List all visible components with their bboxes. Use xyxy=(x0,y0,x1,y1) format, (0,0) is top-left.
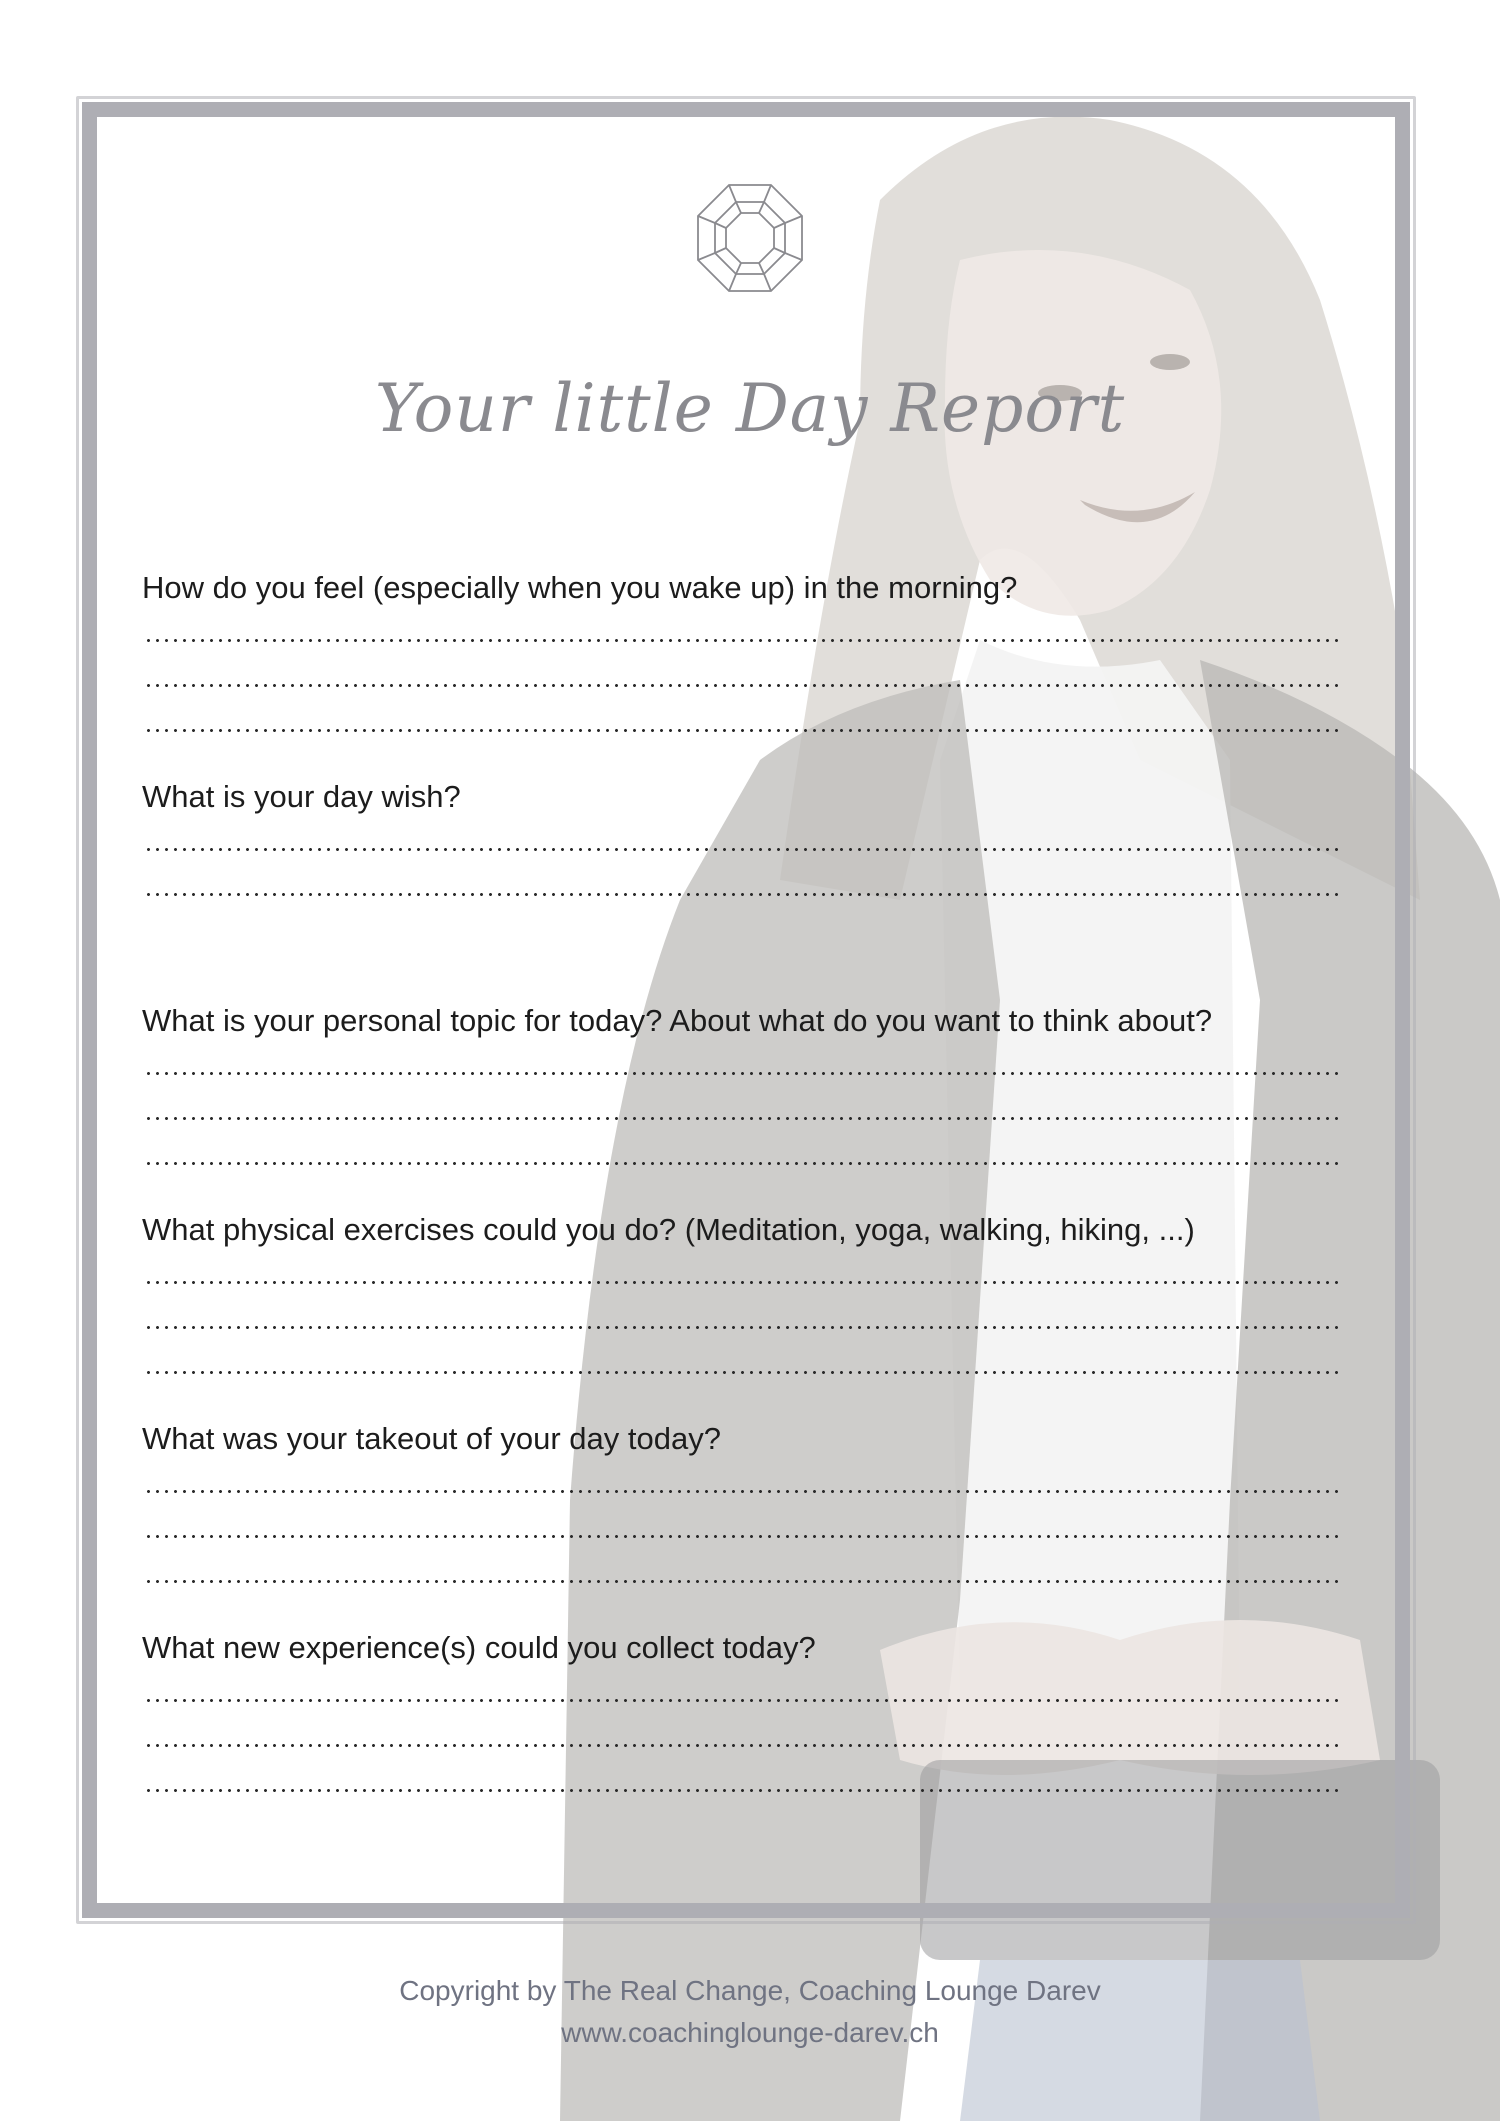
answer-line[interactable] xyxy=(142,819,1346,864)
answer-line[interactable] xyxy=(142,700,1346,745)
questions-list xyxy=(142,566,1346,1805)
question-text: What new experience(s) could you collect today? xyxy=(142,1630,816,1665)
answer-line[interactable] xyxy=(142,655,1346,700)
answer-line[interactable] xyxy=(142,1760,1346,1805)
question-block xyxy=(142,1208,1346,1387)
question-block xyxy=(142,999,1346,1178)
copyright-text: Copyright by The Real Change, Coaching Lounge Darev xyxy=(399,1975,1101,2006)
website-link[interactable]: www.coachinglounge-darev.ch xyxy=(561,2017,939,2048)
octagon-gem-icon xyxy=(694,182,806,294)
question-text: What physical exercises could you do? (Meditation, yoga, walking, hiking, ...) xyxy=(142,1212,1195,1247)
question-text: What is your personal topic for today? About what do you want to think about? xyxy=(142,1003,1213,1038)
answer-line[interactable] xyxy=(142,1043,1346,1088)
page-title: Your little Day Report xyxy=(374,370,1126,447)
question-block xyxy=(142,1626,1346,1805)
answer-line[interactable] xyxy=(142,1088,1346,1133)
answer-line[interactable] xyxy=(142,1715,1346,1760)
footer xyxy=(0,1970,1500,2054)
answer-line[interactable] xyxy=(142,864,1346,909)
question-block xyxy=(142,1417,1346,1596)
answer-line[interactable] xyxy=(142,1551,1346,1596)
question-block xyxy=(142,566,1346,745)
answer-line[interactable] xyxy=(142,1461,1346,1506)
question-text: What is your day wish? xyxy=(142,779,461,814)
answer-line[interactable] xyxy=(142,1670,1346,1715)
answer-line[interactable] xyxy=(142,1252,1346,1297)
answer-line[interactable] xyxy=(142,1133,1346,1178)
answer-line[interactable] xyxy=(142,610,1346,655)
question-text: How do you feel (especially when you wake up) in the morning? xyxy=(142,570,1018,605)
answer-line[interactable] xyxy=(142,1342,1346,1387)
question-text: What was your takeout of your day today? xyxy=(142,1421,721,1456)
answer-line[interactable] xyxy=(142,1506,1346,1551)
question-block xyxy=(142,775,1346,909)
answer-line[interactable] xyxy=(142,1297,1346,1342)
